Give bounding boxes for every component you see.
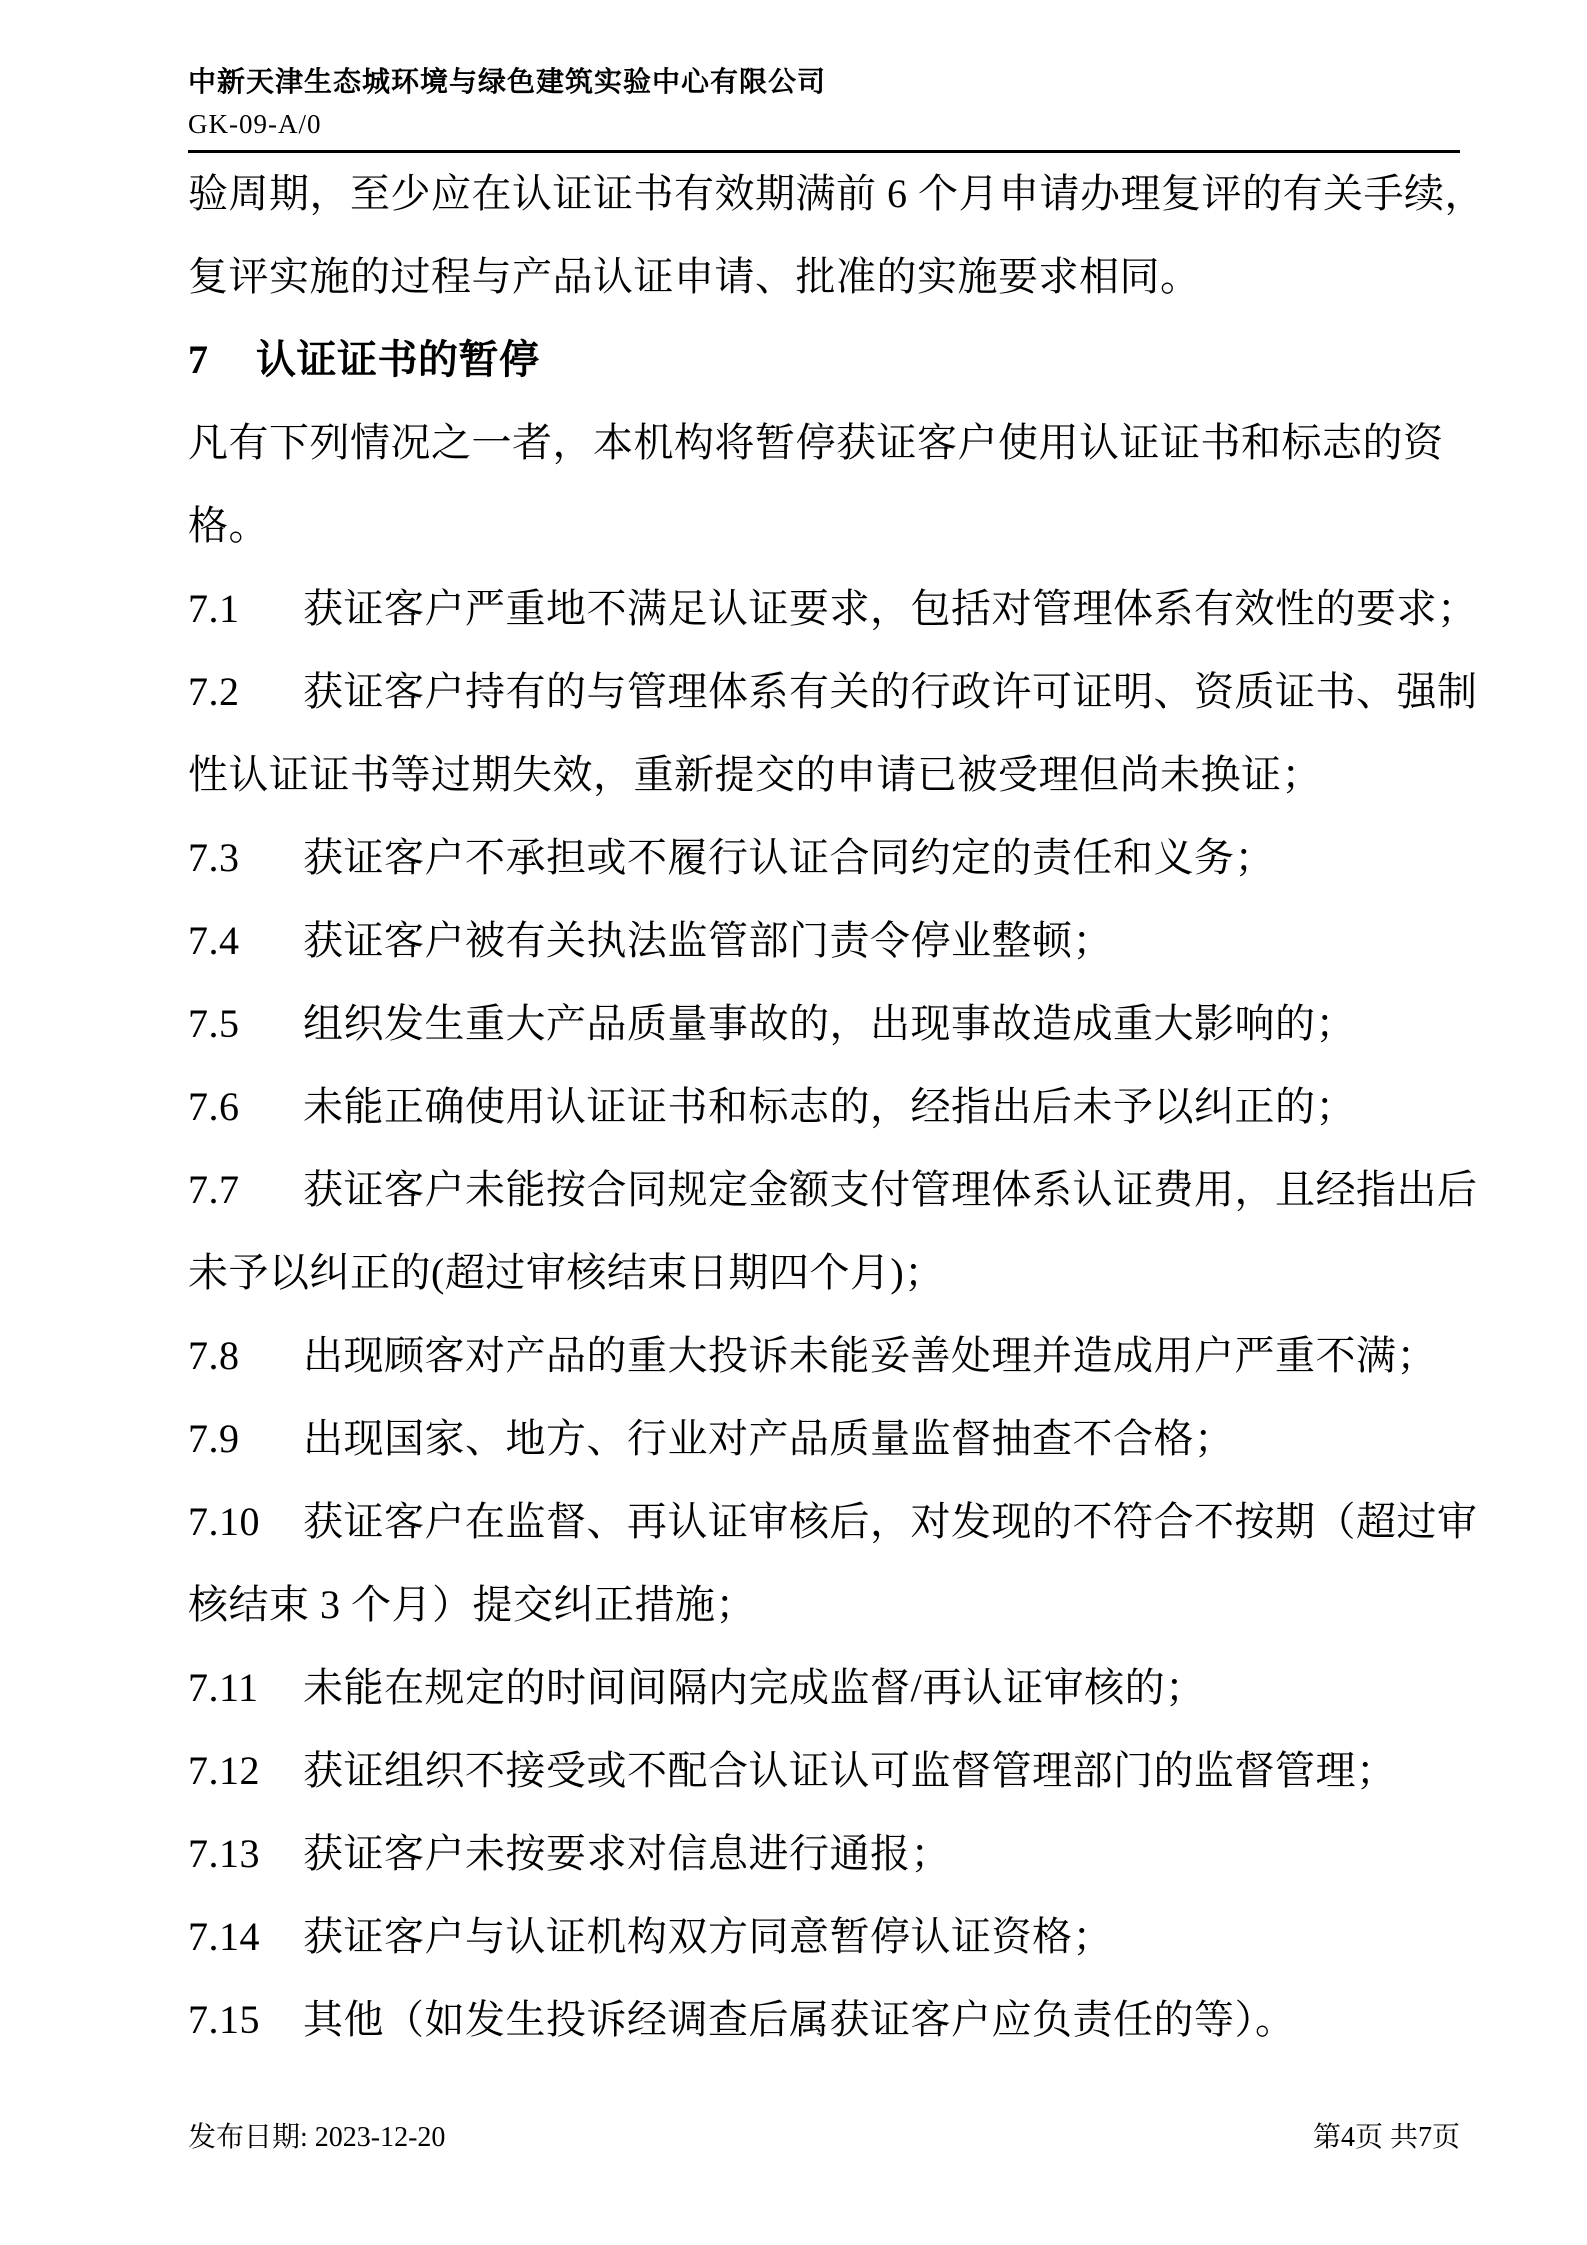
line-text: 获证组织不接受或不配合认证认可监督管理部门的监督管理；: [303, 1748, 1397, 1793]
item-number: 7.14: [188, 1914, 260, 1959]
doc-line: [188, 1978, 1460, 2061]
doc-line: [188, 1314, 1460, 1397]
heading-number: 7: [188, 337, 209, 382]
line-text: 验周期，至少应在认证证书有效期满前 6 个月申请办理复评的有关手续，: [188, 171, 1485, 216]
doc-line: [188, 1895, 1460, 1978]
line-text: 出现顾客对产品的重大投诉未能妥善处理并造成用户严重不满；: [303, 1333, 1437, 1378]
doc-line: [188, 152, 1485, 235]
line-text: 获证客户与认证机构双方同意暂停认证资格；: [303, 1914, 1113, 1959]
doc-line: [188, 401, 1460, 484]
doc-line: [188, 567, 1478, 650]
item-number: 7.2: [188, 669, 240, 714]
line-text: 未予以纠正的(超过审核结束日期四个月)；: [188, 1250, 945, 1295]
item-number: 7.15: [188, 1997, 260, 2042]
document-body: [188, 152, 1485, 2061]
release-date: 发布日期: 2023-12-20: [188, 2122, 446, 2153]
doc-line: [188, 1231, 1460, 1314]
doc-line: [188, 1563, 1460, 1646]
line-text: 未能在规定的时间间隔内完成监督/再认证审核的；: [303, 1665, 1206, 1710]
item-number: 7.8: [188, 1333, 240, 1378]
doc-line: [188, 899, 1460, 982]
line-text: 获证客户在监督、再认证审核后，对发现的不符合不按期（超过审: [303, 1499, 1478, 1544]
doc-line: [188, 1065, 1460, 1148]
section-heading: [188, 318, 1460, 401]
line-text: 获证客户未能按合同规定金额支付管理体系认证费用，且经指出后: [303, 1167, 1478, 1212]
item-number: 7.11: [188, 1665, 259, 1710]
line-text: 复评实施的过程与产品认证申请、批准的实施要求相同。: [188, 254, 1201, 299]
line-text: 凡有下列情况之一者，本机构将暂停获证客户使用认证证书和标志的资: [188, 420, 1444, 465]
line-text: 获证客户持有的与管理体系有关的行政许可证明、资质证书、强制: [303, 669, 1478, 714]
doc-line: [188, 816, 1460, 899]
doc-line: [188, 733, 1460, 816]
item-number: 7.10: [188, 1499, 260, 1544]
item-number: 7.5: [188, 1001, 240, 1046]
line-text: 获证客户不承担或不履行认证合同约定的责任和义务；: [303, 835, 1275, 880]
line-text: 出现国家、地方、行业对产品质量监督抽查不合格；: [303, 1416, 1235, 1461]
company-name: 中新天津生态城环境与绿色建筑实验中心有限公司: [188, 67, 827, 98]
item-number: 7.3: [188, 835, 240, 880]
doc-line: [188, 1812, 1460, 1895]
item-number: 7.12: [188, 1748, 260, 1793]
page-footer: [188, 2118, 1460, 2158]
line-text: 认证证书的暂停: [256, 337, 540, 382]
doc-line: [188, 1646, 1460, 1729]
line-text: 格。: [188, 503, 269, 548]
doc-line: [188, 1480, 1478, 1563]
doc-code: GK-09-A/0: [188, 109, 322, 139]
doc-line: [188, 1148, 1478, 1231]
doc-line: [188, 1729, 1460, 1812]
line-text: 获证客户被有关执法监管部门责令停业整顿；: [303, 918, 1113, 963]
item-number: 7.4: [188, 918, 240, 963]
doc-line: [188, 484, 1460, 567]
item-number: 7.9: [188, 1416, 240, 1461]
doc-line: [188, 235, 1460, 318]
line-text: 未能正确使用认证证书和标志的，经指出后未予以纠正的；: [303, 1084, 1356, 1129]
item-number: 7.13: [188, 1831, 260, 1876]
doc-line: [188, 1397, 1460, 1480]
line-text: 性认证证书等过期失效，重新提交的申请已被受理但尚未换证；: [188, 752, 1322, 797]
page-header: [188, 66, 1460, 153]
item-number: 7.1: [188, 586, 240, 631]
line-text: 核结束 3 个月）提交纠正措施；: [188, 1582, 756, 1627]
doc-line: [188, 982, 1460, 1065]
page-number: 第4页 共7页: [1312, 2122, 1460, 2153]
line-text: 获证客户严重地不满足认证要求，包括对管理体系有效性的要求；: [303, 586, 1478, 631]
item-number: 7.7: [188, 1167, 240, 1212]
doc-line: [188, 650, 1478, 733]
line-text: 获证客户未按要求对信息进行通报；: [303, 1831, 951, 1876]
line-text: 其他（如发生投诉经调查后属获证客户应负责任的等）。: [303, 1997, 1296, 2042]
item-number: 7.6: [188, 1084, 240, 1129]
line-text: 组织发生重大产品质量事故的，出现事故造成重大影响的；: [303, 1001, 1356, 1046]
